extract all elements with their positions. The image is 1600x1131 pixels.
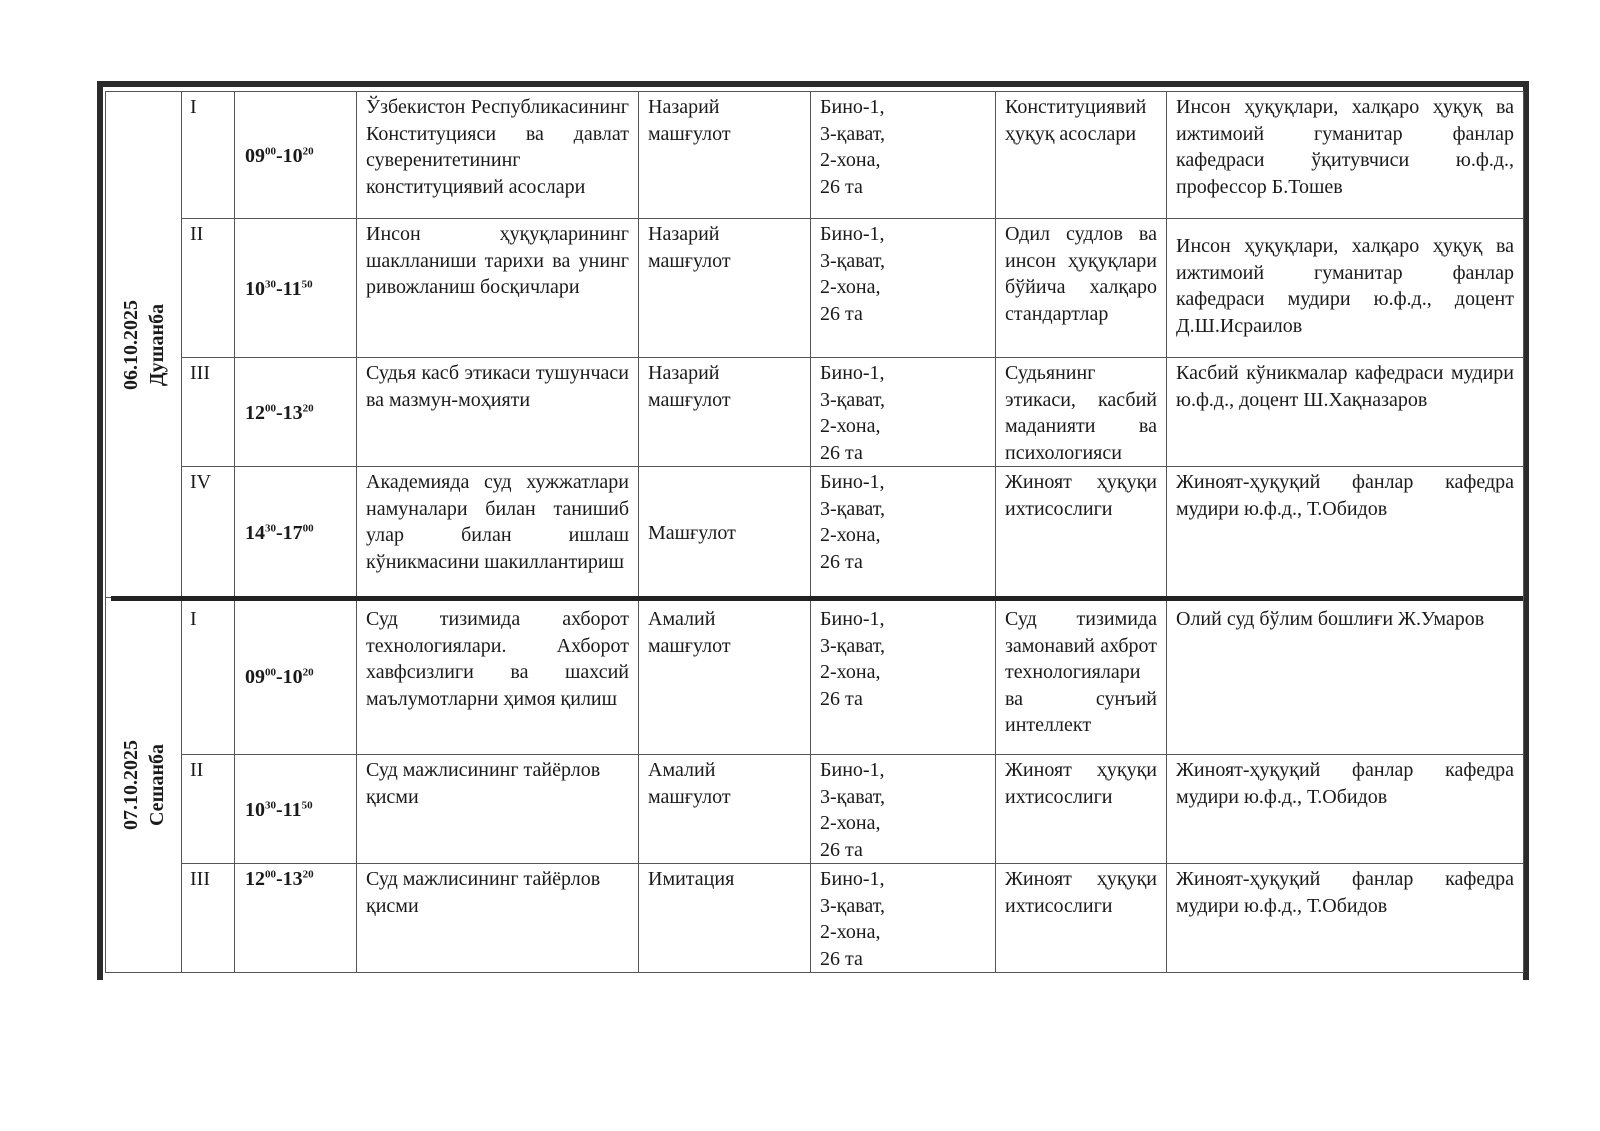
teacher-cell: Инсон ҳуқуқлари, халқаро ҳуқуқ ва ижтимоий гуманитар фанлар кафедраси ўқитувчиси ю.ф.д., профессор Б.Тошев (1167, 92, 1524, 219)
pair-number: IV (182, 467, 235, 598)
room-cell: Бино-1, 3-қават, 2-хона, 26 та (811, 598, 996, 755)
session-type-cell: Имитация (639, 864, 811, 973)
day-cell (106, 92, 182, 598)
pair-time: $12^{00}-13^{20}$ (235, 864, 357, 973)
topic-cell: Суд тизимида ахборот технологиялари. Ахборот хавфсизлиги ва шахсий маълумотларни ҳимоя қилиш (357, 598, 639, 755)
session-type-cell: Амалий машғулот (639, 598, 811, 755)
topic-cell: Ўзбекистон Республикасининг Конституцияси ва давлат суверенитетининг конституциявий асослари (357, 92, 639, 219)
pair-time: $09^{00}-10^{20}$ (235, 598, 357, 755)
table-row (106, 755, 1524, 864)
session-type-cell: Назарий машғулот (639, 219, 811, 358)
pair-time: $10^{30}-11^{50}$ (235, 755, 357, 864)
room-cell: Бино-1, 3-қават, 2-хона, 26 та (811, 358, 996, 467)
table-row (106, 598, 1524, 755)
table-row (106, 467, 1524, 598)
session-type-cell: Назарий машғулот (639, 358, 811, 467)
topic-cell: Судья касб этикаси тушунчаси ва мазмун-моҳияти (357, 358, 639, 467)
topic-cell: Суд мажлисининг тайёрлов қисми (357, 755, 639, 864)
module-cell: Конституциявий ҳуқуқ асослари (996, 92, 1167, 219)
topic-cell: Суд мажлисининг тайёрлов қисми (357, 864, 639, 973)
teacher-cell: Жиноят-ҳуқуқий фанлар кафедра мудири ю.ф.д., Т.Обидов (1167, 755, 1524, 864)
pair-number: I (182, 92, 235, 219)
teacher-cell: Инсон ҳуқуқлари, халқаро ҳуқуқ ва ижтимоий гуманитар фанлар кафедраси мудири ю.ф.д., доцент Д.Ш.Исраилов (1167, 219, 1524, 358)
day-date: 07.10.2025 (119, 740, 142, 830)
day-separator-line (111, 596, 1523, 601)
topic-cell: Академияда суд хужжатлари намуналари билан танишиб улар билан ишлаш кўникмасини шакиллантириш (357, 467, 639, 598)
module-cell: Судьянинг этикаси, касбий маданияти ва психологияси (996, 358, 1167, 467)
pair-time: $14^{30}-17^{00}$ (235, 467, 357, 598)
pair-time: $10^{30}-11^{50}$ (235, 219, 357, 358)
table-row (106, 219, 1524, 358)
session-type-cell: Машғулот (639, 467, 811, 598)
pair-time: $09^{00}-10^{20}$ (235, 92, 357, 219)
room-cell: Бино-1, 3-қават, 2-хона, 26 та (811, 467, 996, 598)
room-cell: Бино-1, 3-қават, 2-хона, 26 та (811, 219, 996, 358)
schedule-table (105, 91, 1524, 973)
day-weekday: Душанба (145, 303, 168, 386)
day-date: 06.10.2025 (119, 299, 142, 390)
schedule-sheet (97, 81, 1529, 980)
teacher-cell: Олий суд бўлим бошлиғи Ж.Умаров (1167, 598, 1524, 755)
module-cell: Одил судлов ва инсон ҳуқуқлари бўйича халқаро стандартлар (996, 219, 1167, 358)
table-left-border (97, 81, 103, 980)
teacher-cell: Жиноят-ҳуқуқий фанлар кафедра мудири ю.ф.д., Т.Обидов (1167, 864, 1524, 973)
session-type-cell: Назарий машғулот (639, 92, 811, 219)
table-row (106, 92, 1524, 219)
pair-number: III (182, 864, 235, 973)
pair-number: I (182, 598, 235, 755)
pair-number: II (182, 755, 235, 864)
pair-time: $12^{00}-13^{20}$ (235, 358, 357, 467)
module-cell: Жиноят ҳуқуқи ихтисослиги (996, 864, 1167, 973)
teacher-cell: Жиноят-ҳуқуқий фанлар кафедра мудири ю.ф.д., Т.Обидов (1167, 467, 1524, 598)
room-cell: Бино-1, 3-қават, 2-хона, 26 та (811, 92, 996, 219)
pair-number: III (182, 358, 235, 467)
room-cell: Бино-1, 3-қават, 2-хона, 26 та (811, 755, 996, 864)
room-cell: Бино-1, 3-қават, 2-хона, 26 та (811, 864, 996, 973)
teacher-cell: Касбий кўникмалар кафедраси мудири ю.ф.д., доцент Ш.Хақназаров (1167, 358, 1524, 467)
session-type-cell: Амалий машғулот (639, 755, 811, 864)
table-row (106, 864, 1524, 973)
module-cell: Суд тизимида замонавий ахброт технологиялари ва сунъий интеллект (996, 598, 1167, 755)
table-row (106, 358, 1524, 467)
module-cell: Жиноят ҳуқуқи ихтисослиги (996, 755, 1167, 864)
topic-cell: Инсон ҳуқуқларининг шаклланиши тарихи ва унинг ривожланиш босқичлари (357, 219, 639, 358)
table-top-border (97, 81, 1529, 87)
day-cell (106, 598, 182, 973)
pair-number: II (182, 219, 235, 358)
day-weekday: Сешанба (145, 744, 168, 826)
module-cell: Жиноят ҳуқуқи ихтисослиги (996, 467, 1167, 598)
